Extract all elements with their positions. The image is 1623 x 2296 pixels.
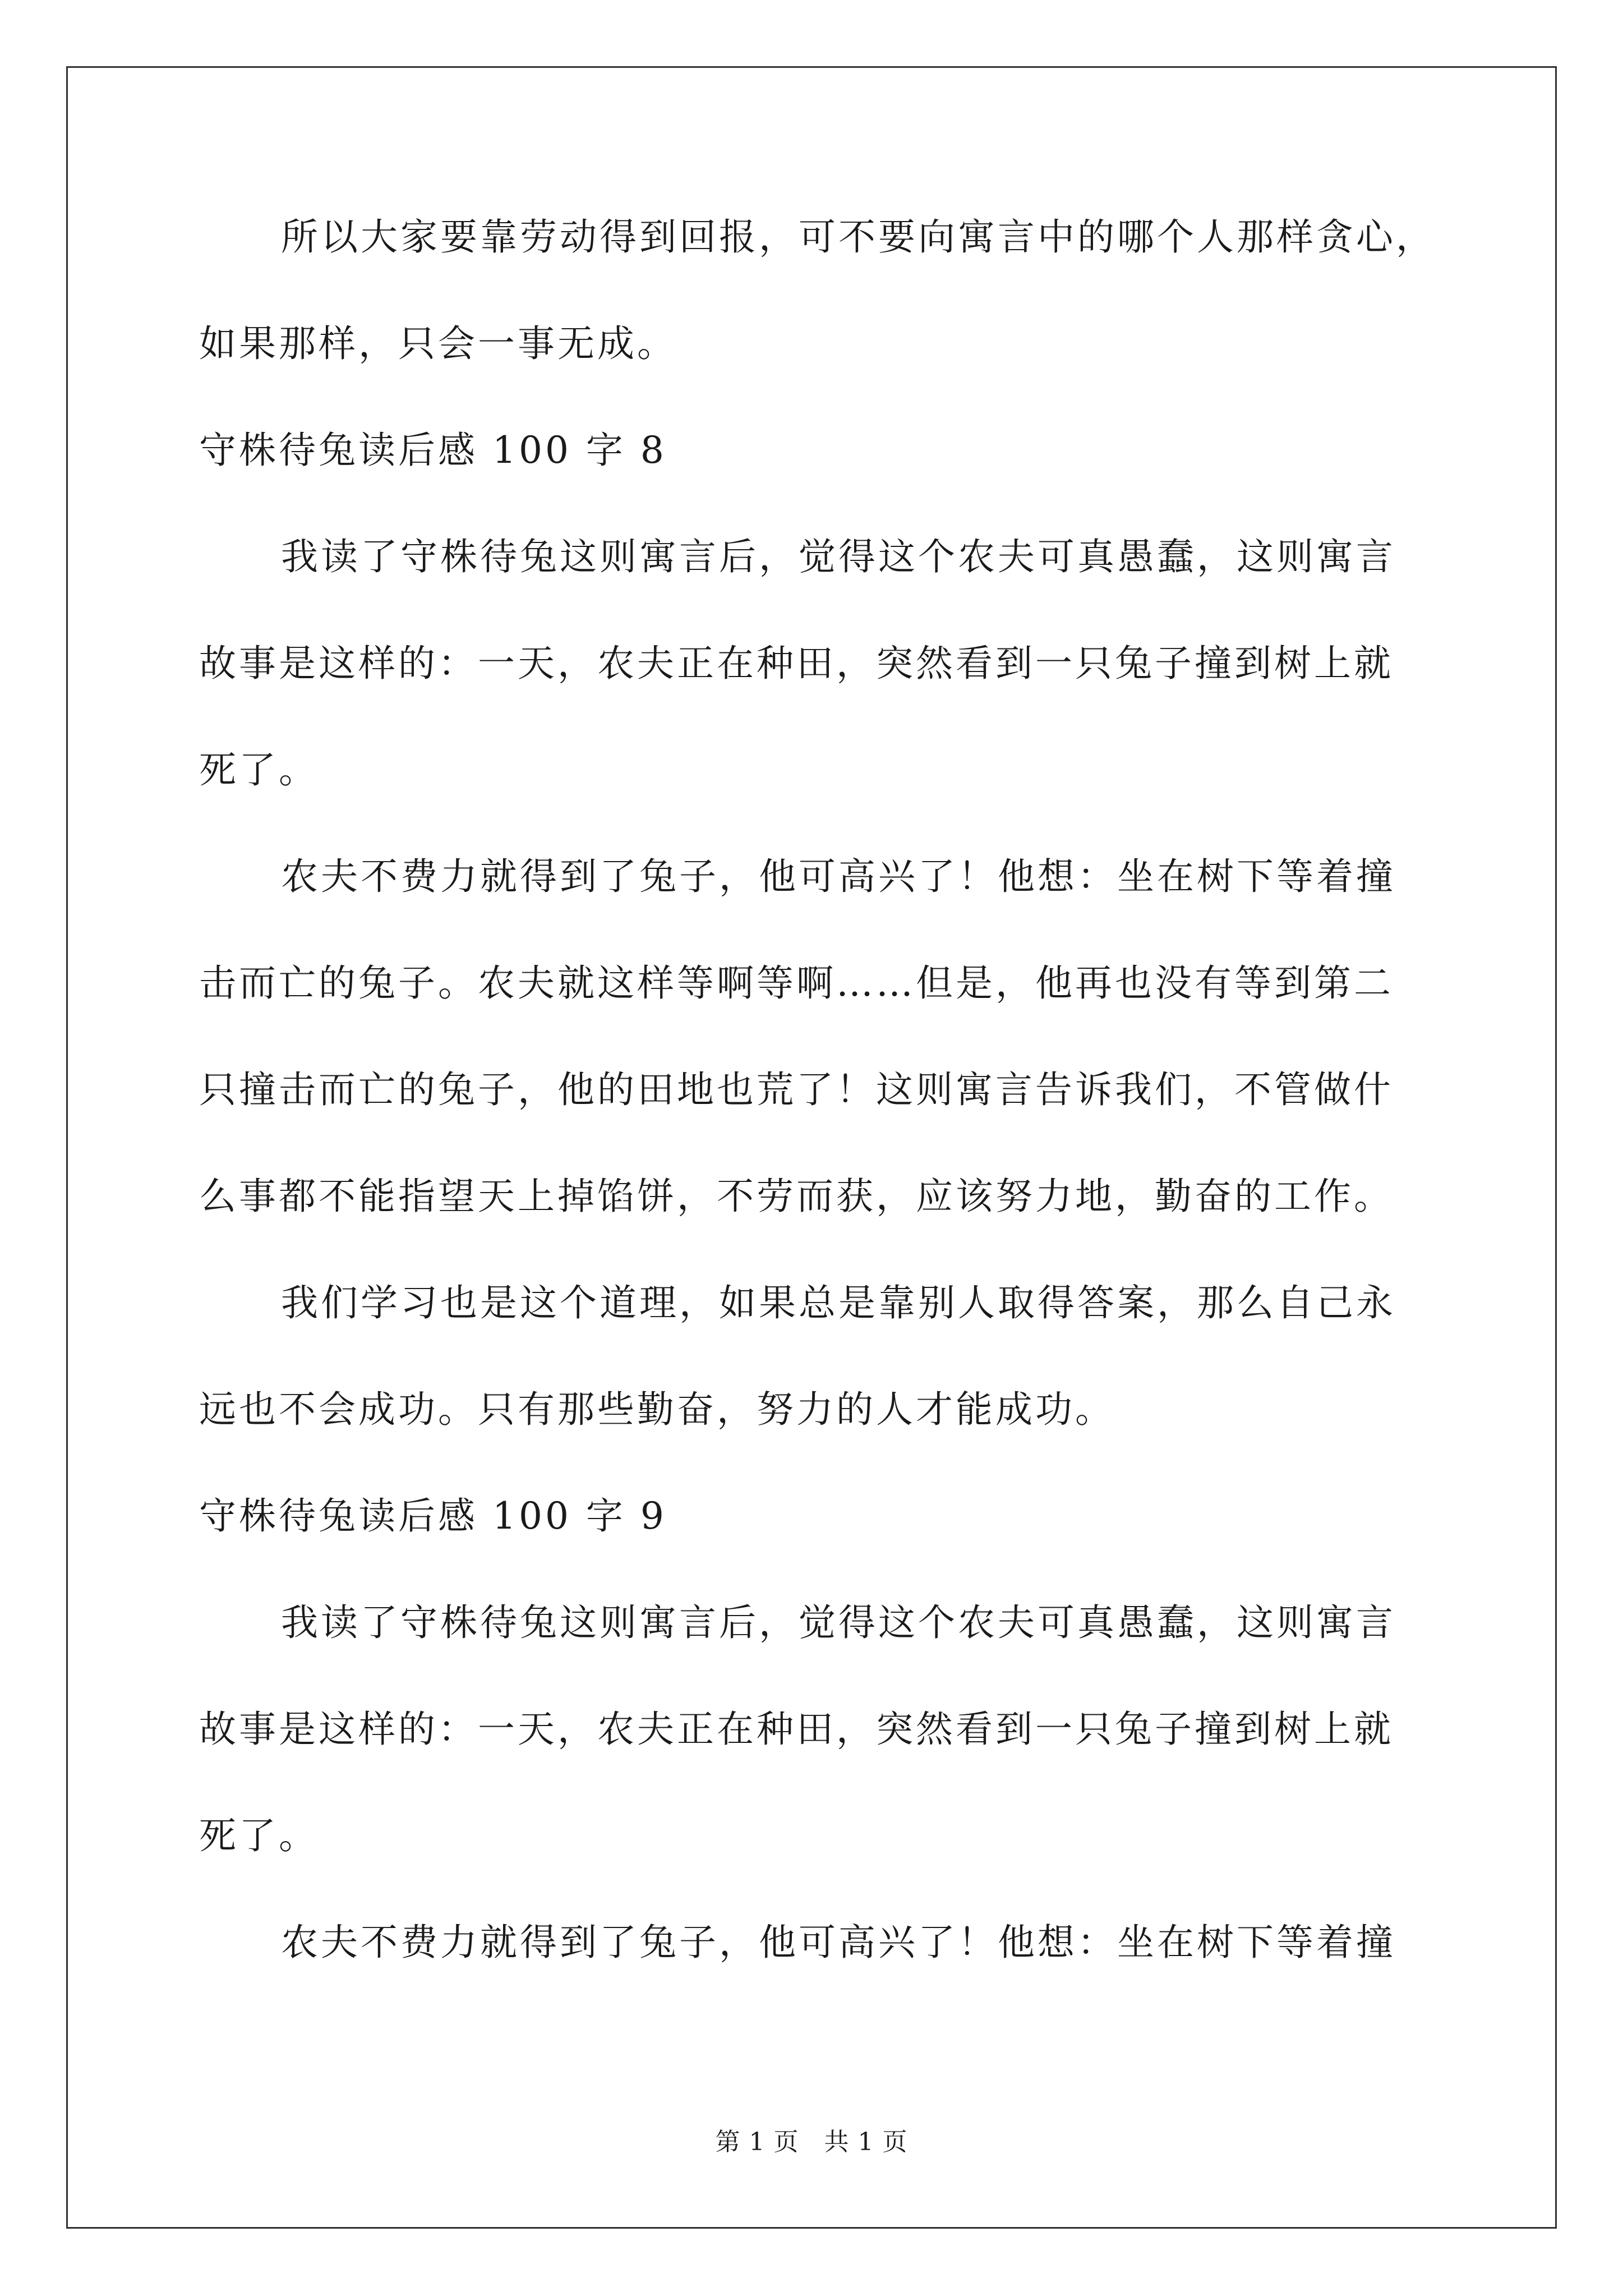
- paragraph-line: 所以大家要靠劳动得到回报，可不要向寓言中的哪个人那样贪心，: [281, 215, 1436, 259]
- paragraph-line: 故事是这样的：一天，农夫正在种田，突然看到一只兔子撞到树上就: [199, 1708, 1394, 1751]
- paragraph-line: 只撞击而亡的兔子，他的田地也荒了！这则寓言告诉我们，不管做什: [199, 1068, 1394, 1111]
- section-heading: 守株待兔读后感 100 字 9: [199, 1494, 667, 1538]
- page-border: [66, 66, 1557, 2229]
- paragraph-line: 我读了守株待兔这则寓言后，觉得这个农夫可真愚蠢，这则寓言: [281, 535, 1396, 578]
- paragraph-line: 击而亡的兔子。农夫就这样等啊等啊……但是，他再也没有等到第二: [199, 961, 1394, 1005]
- paragraph-line: 远也不会成功。只有那些勤奋，努力的人才能成功。: [199, 1388, 1115, 1431]
- paragraph-line: 死了。: [199, 748, 319, 792]
- paragraph-line: 农夫不费力就得到了兔子，他可高兴了！他想：坐在树下等着撞: [281, 1921, 1396, 1964]
- section-heading: 守株待兔读后感 100 字 8: [199, 429, 667, 472]
- paragraph-line: 死了。: [199, 1814, 319, 1857]
- paragraph-line: 我们学习也是这个道理，如果总是靠别人取得答案，那么自己永: [281, 1281, 1396, 1324]
- page-number-footer: 第 1 页 共 1 页: [715, 2128, 908, 2156]
- paragraph-line: 我读了守株待兔这则寓言后，觉得这个农夫可真愚蠢，这则寓言: [281, 1601, 1396, 1644]
- paragraph-line: 如果那样，只会一事无成。: [199, 322, 677, 365]
- paragraph-line: 故事是这样的：一天，农夫正在种田，突然看到一只兔子撞到树上就: [199, 642, 1394, 685]
- paragraph-line: 么事都不能指望天上掉馅饼，不劳而获，应该努力地，勤奋的工作。: [199, 1175, 1394, 1218]
- paragraph-line: 农夫不费力就得到了兔子，他可高兴了！他想：坐在树下等着撞: [281, 855, 1396, 898]
